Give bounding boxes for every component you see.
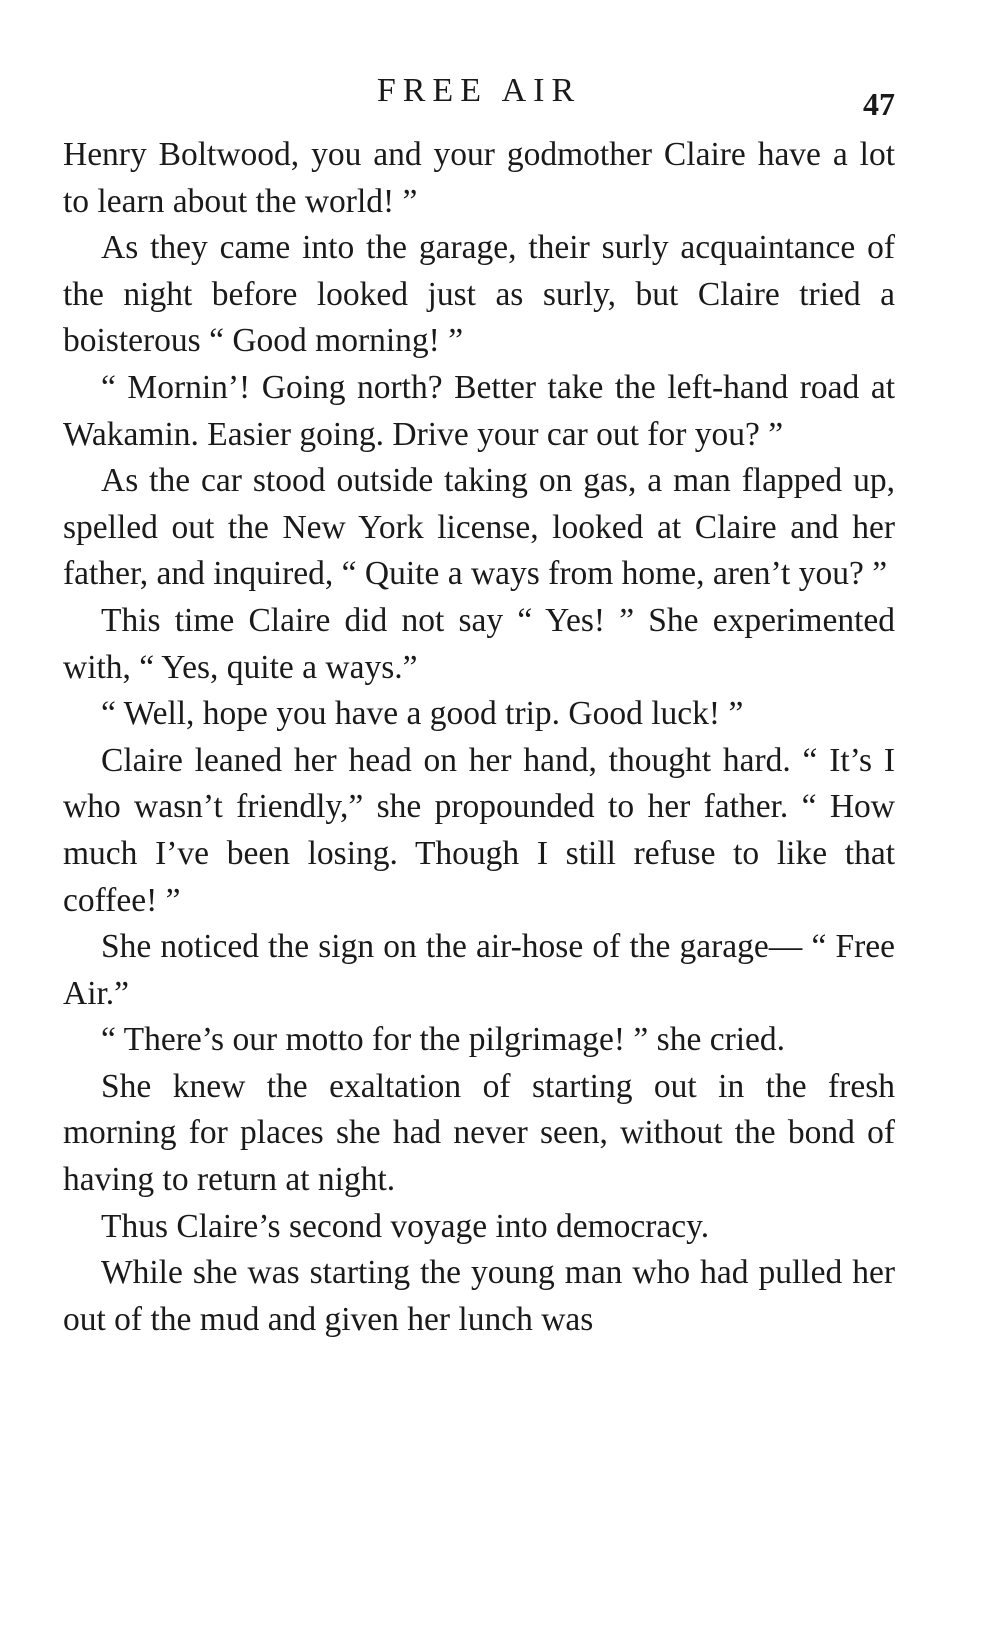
running-header [63,72,895,122]
paragraph: “ Well, hope you have a good trip. Good luck! ” [101,695,744,733]
paragraph: This time Claire did not say “ Yes! ” She experimented with, “ Yes, quite a ways.” [63,601,895,686]
paragraph: She knew the exaltation of starting out in the fresh morning for places she had never seen, without the bond of having to return at night. [63,1067,895,1199]
paragraph: “ There’s our motto for the pilgrimage! ” she cried. [101,1021,786,1059]
paragraph-continuation: Henry Boltwood, you and your godmother Claire have a lot to learn about the world! ” [63,136,895,220]
paragraph: Claire leaned her head on her hand, thought hard. “ It’s I who wasn’t friendly,” she propounded to her father. “ How much I’ve been losing. Though I still refuse to like that coffee! ” [63,741,895,919]
paragraph: While she was starting the young man who had pulled her out of the mud and given her lunch was [63,1254,895,1338]
running-title: FREE AIR [376,72,582,109]
body-text [63,132,895,1343]
page-number: 47 [863,86,895,122]
paragraph: “ Mornin’! Going north? Better take the left-hand road at Wakamin. Easier going. Drive your car out for you? ” [63,368,895,453]
paragraph: As they came into the garage, their surly acquaintance of the night before looked just as surly, but Claire tried a boisterous “ Good morning! ” [63,229,895,360]
paragraph: She noticed the sign on the air-hose of the garage— “ Free Air.” [63,928,895,1012]
paragraph: Thus Claire’s second voyage into democracy. [101,1207,710,1245]
paragraph: As the car stood outside taking on gas, a man flapped up, spelled out the New York license, looked at Claire and her father, and inquired, “ Quite a ways from home, aren’t you? ” [63,462,895,593]
